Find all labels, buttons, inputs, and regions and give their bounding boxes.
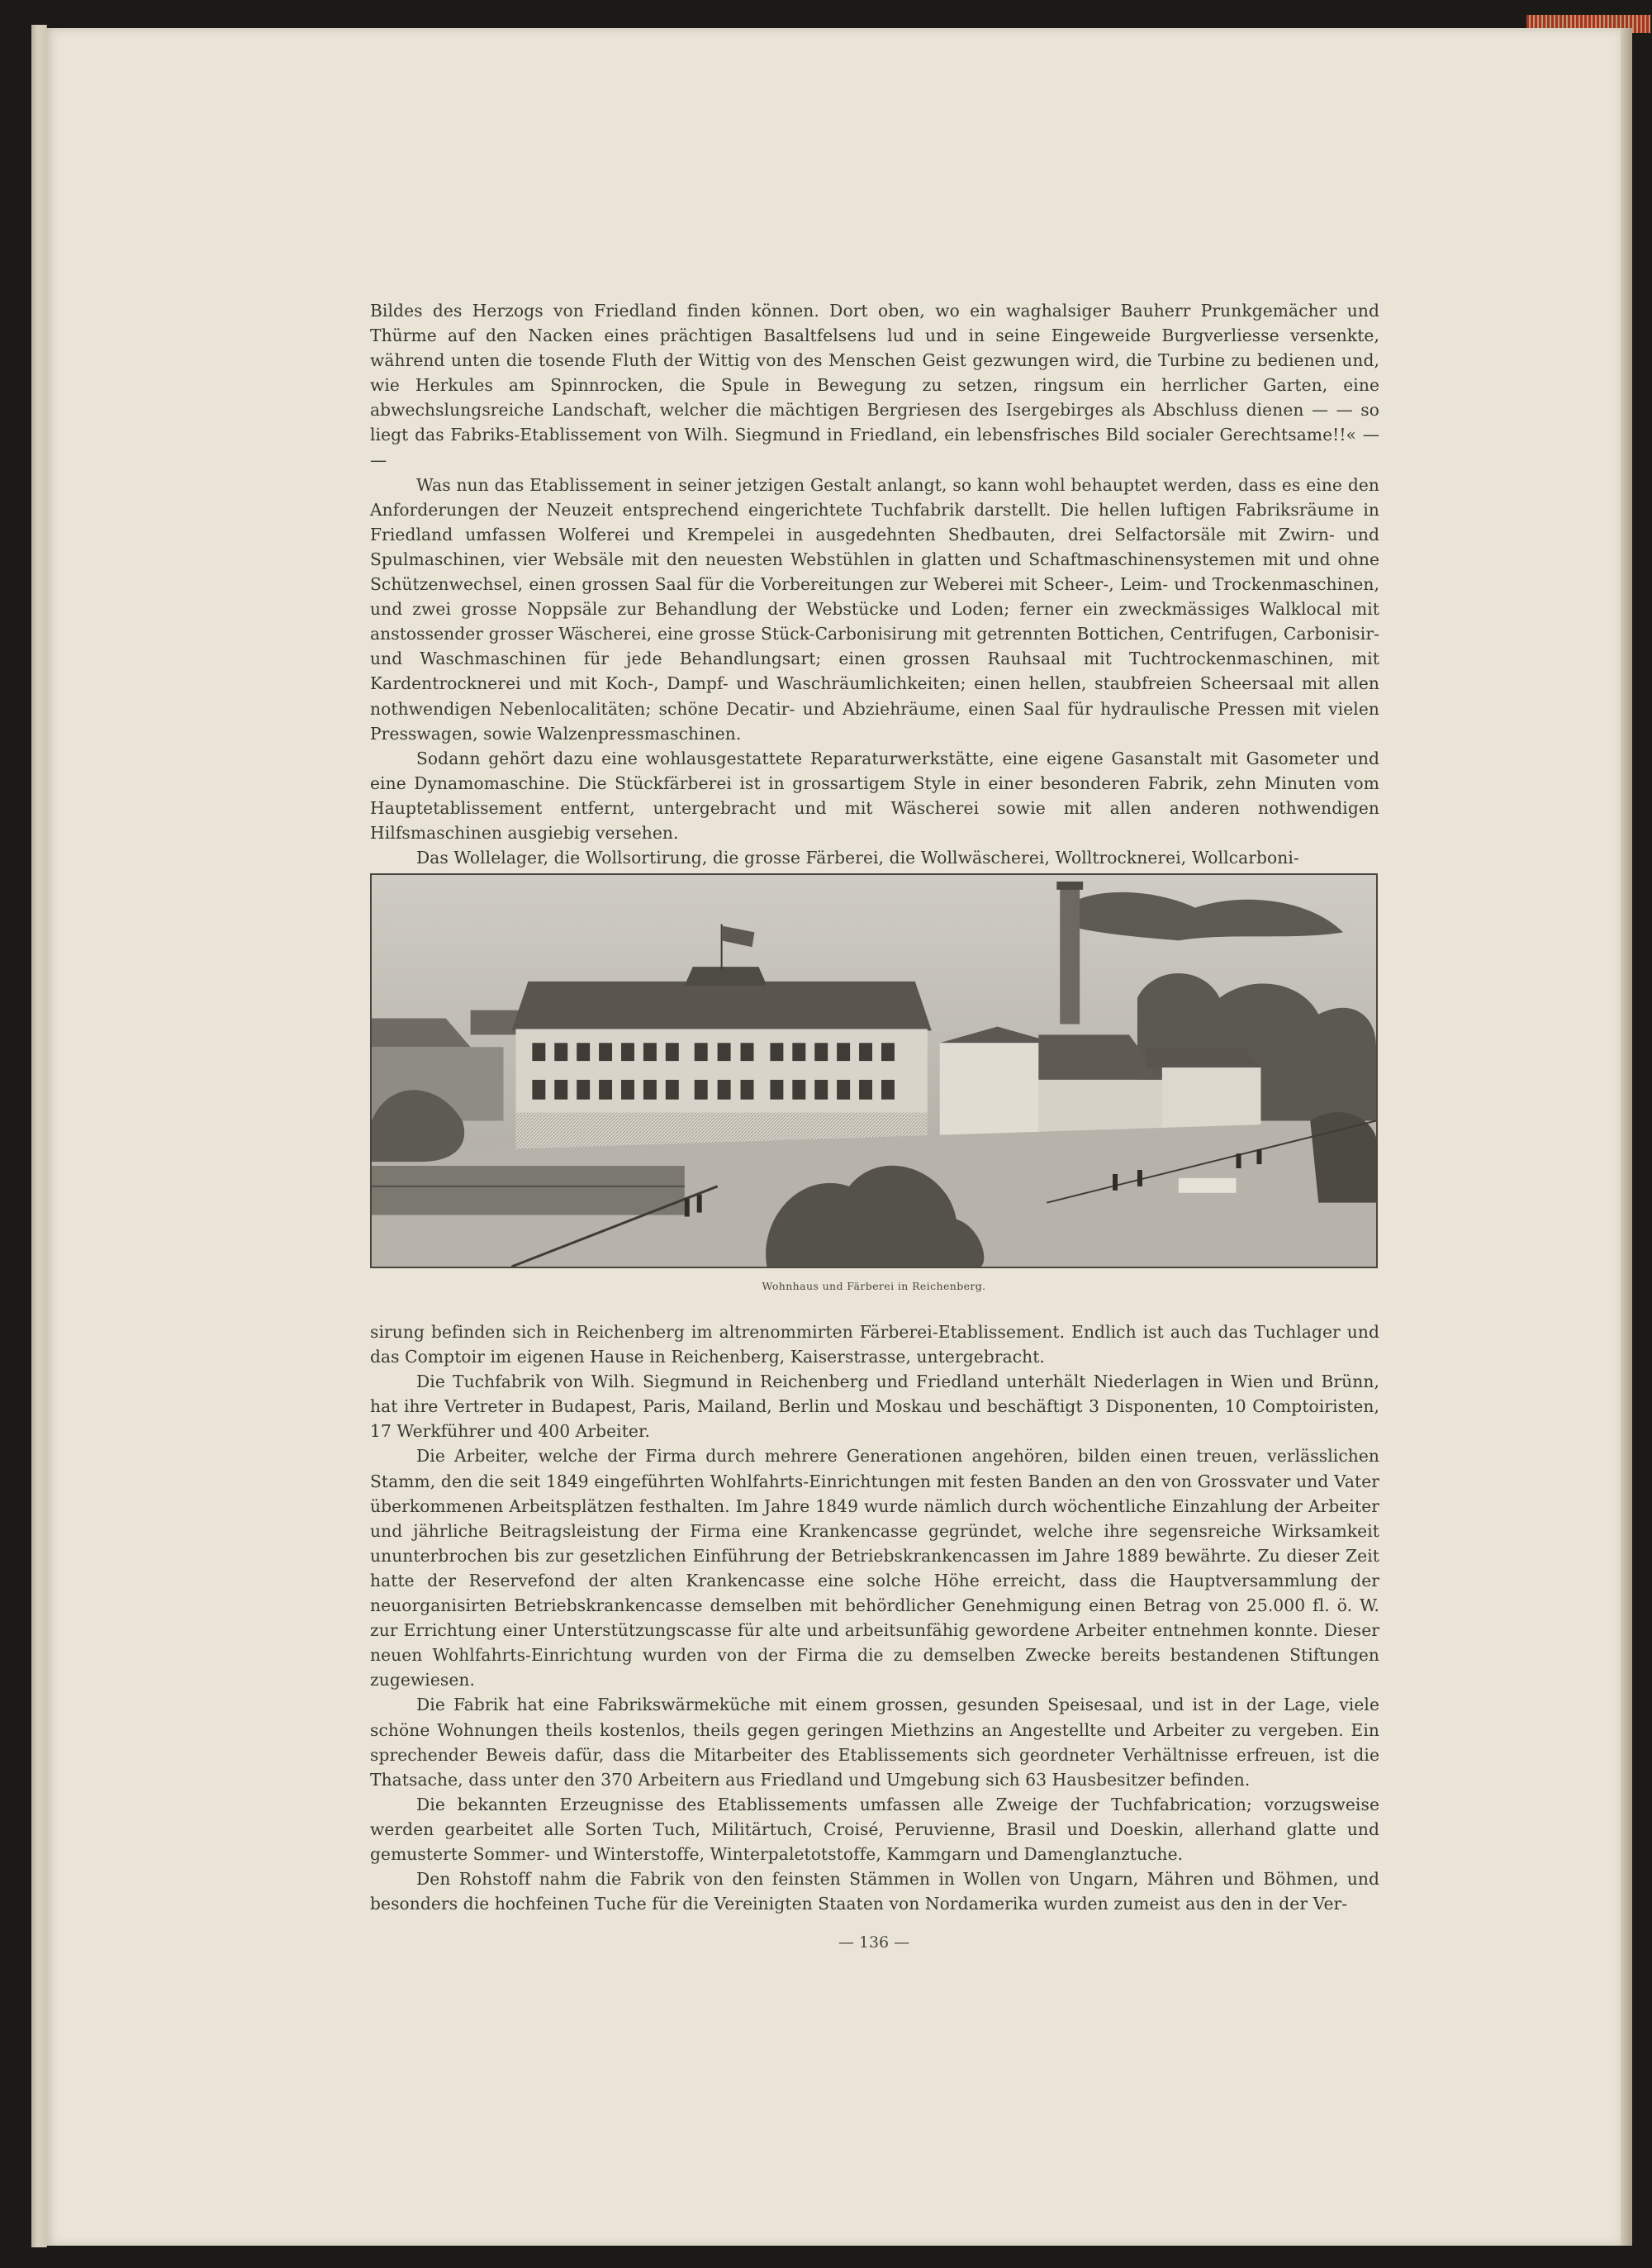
paragraph: Die bekannten Erzeugnisse des Etablissements umfassen alle Zweige der Tuchfabrication; vorzugsweise werden gearbeitet alle Sorten Tuch, Militärtuch, Croisé, Peruvienne, Brasil und Doeskin, allerhand glatte und gemusterte Sommer- und Winterstoffe, Winterpaletotstoffe, Kammgarn und Damenglanztuche. [370, 1794, 1379, 1864]
text-block-top [370, 298, 1379, 870]
paragraph: Den Rohstoff nahm die Fabrik von den feinsten Stämmen in Wollen von Ungarn, Mähren und Böhmen, und besonders die hochfeinen Tuche für die Vereinigten Staaten von Nordamerika wurden zumeist aus den in der Ver- [370, 1869, 1379, 1914]
paragraph: Die Tuchfabrik von Wilh. Siegmund in Reichenberg und Friedland unterhält Niederlagen in Wien und Brünn, hat ihre Vertreter in Budapest, Paris, Mailand, Berlin und Moskau und beschäftigt 3 Disponenten, 10 Comptoiristen, 17 Werkführer und 400 Arbeiter. [370, 1372, 1379, 1442]
paragraph: Die Arbeiter, welche der Firma durch mehrere Generationen angehören, bilden einen treuen, verlässlichen Stamm, den die seit 1849 eingeführten Wohlfahrts-Einrichtungen mit festen Banden an den von Grossvater und Vater überkommenen Arbeitsplätzen festhalten. Im Jahre 1849 wurde nämlich durch wöchentliche Einzahlung der Arbeiter und jährliche Beitragsleistung der Firma eine Krankencasse gegründet, welche ihre segensreiche Wirksamkeit ununterbrochen bis zur gesetzlichen Einführung der Betriebskrankencassen im Jahre 1889 bewährte. Zu dieser Zeit hatte der Reservefond der alten Krankencasse eine solche Höhe erreicht, dass die Hauptversammlung der neuorganisirten Betriebskrankencasse demselben mit behördlicher Genehmigung einen Betrag von 25.000 fl. ö. W. zur Errichtung einer Unterstützungscasse für alte und arbeitsunfähig gewordene Arbeiter entnehmen konnte. Dieser neuen Wohlfahrts-Einrichtung wurden von der Firma die zu demselben Zwecke bereits bestandenen Stiftungen zugewiesen. [370, 1446, 1379, 1690]
engraving-illustration [370, 873, 1378, 1268]
paragraph: Die Fabrik hat eine Fabrikswärmeküche mit einem grossen, gesunden Speisesaal, und ist in der Lage, viele schöne Wohnungen theils kostenlos, theils gegen geringen Miethzins an Angestellte und Arbeiter zu vergeben. Ein sprechender Beweis dafür, dass die Mitarbeiter des Etablissements sich geordneter Verhältnisse erfreuen, ist die Thatsache, dass unter den 370 Arbeitern aus Friedland und Umgebung sich 63 Hausbesitzer befinden. [370, 1695, 1379, 1790]
page-stack-edge-right [1621, 28, 1632, 2246]
paragraph: Was nun das Etablissement in seiner jetzigen Gestalt anlangt, so kann wohl behauptet werden, dass es eine den Anforderungen der Neuzeit entsprechend eingerichtete Tuchfabrik darstellt. Die hellen luftigen Fabriksräume in Friedland umfassen Wolferei und Krempelei in ausgedehnten Shedbauten, drei Selfactorsäle mit Zwirn- und Spulmaschinen, vier Websäle mit den neuesten Webstühlen in glatten und Schaftmaschinensystemen mit und ohne Schützenwechsel, einen grossen Saal für die Vorbereitungen zur Weberei mit Scheer-, Leim- und Trockenmaschinen, und zwei grosse Noppsäle zur Behandlung der Webstücke und Loden; ferner ein zweckmässiges Walklocal mit anstossender grosser Wäscherei, eine grosse Stück-Carbonisirung mit getrennten Bottichen, Centrifugen, Carbonisir- und Waschmaschinen für jede Behandlungsart; einen grossen Rauhsaal mit Tuchtrockenmaschinen, mit Kardentrocknerei und mit Koch-, Dampf- und Waschräumlichkeiten; einen hellen, staubfreien Scheersaal mit allen nothwendigen Nebenlocalitäten; schöne Decatir- und Abziehräume, einen Saal für hydraulische Pressen mit vielen Presswagen, sowie Walzenpressmaschinen. [370, 474, 1379, 744]
page-stack-edge-left [31, 25, 47, 2247]
paragraph: Sodann gehört dazu eine wohlausgestattete Reparaturwerkstätte, eine eigene Gasanstalt mit Gasometer und eine Dynamomaschine. Die Stückfärberei ist in grossartigem Style in einer besonderen Fabrik, zehn Minuten vom Hauptetablissement entfernt, untergebracht und mit Wäscherei sowie mit allen anderen nothwendigen Hilfsmaschinen ausgiebig versehen. [370, 748, 1379, 843]
figure-caption: Wohnhaus und Färberei in Reichenberg. [762, 1280, 986, 1292]
text-block-bottom [370, 1319, 1379, 1916]
paragraph: Das Wollelager, die Wollsortirung, die grosse Färberei, die Wollwäscherei, Wolltrocknerei, Wollcarboni- [416, 848, 1299, 868]
paragraph: Bildes des Herzogs von Friedland finden können. Dort oben, wo ein waghalsiger Bauherr Prunkgemächer und Thürme auf den Nacken eines prächtigen Basaltfelsens lud und in seine Eingeweide Burgverliesse versenkte, während unten die tosende Fluth der Wittig von des Menschen Geist gezwungen wird, die Turbine zu bedienen und, wie Herkules am Spinnrocken, die Spule in Bewegung zu setzen, ringsum ein herrlicher Garten, eine abwechslungsreiche Landschaft, welcher die mächtigen Bergriesen des Isergebirges als Abschluss dienen — — so liegt das Fabriks-Etablissement von Wilh. Siegmund in Friedland, ein lebensfrisches Bild socialer Gerechtsame!!« — — [370, 301, 1379, 470]
paragraph: sirung befinden sich in Reichenberg im altrenommirten Färberei-Etablissement. Endlich ist auch das Tuchlager und das Comptoir im eigenen Hause in Reichenberg, Kaiserstrasse, untergebracht. [370, 1322, 1379, 1367]
page-number: — 136 — [838, 1933, 910, 1952]
factory-engraving [372, 875, 1376, 1267]
